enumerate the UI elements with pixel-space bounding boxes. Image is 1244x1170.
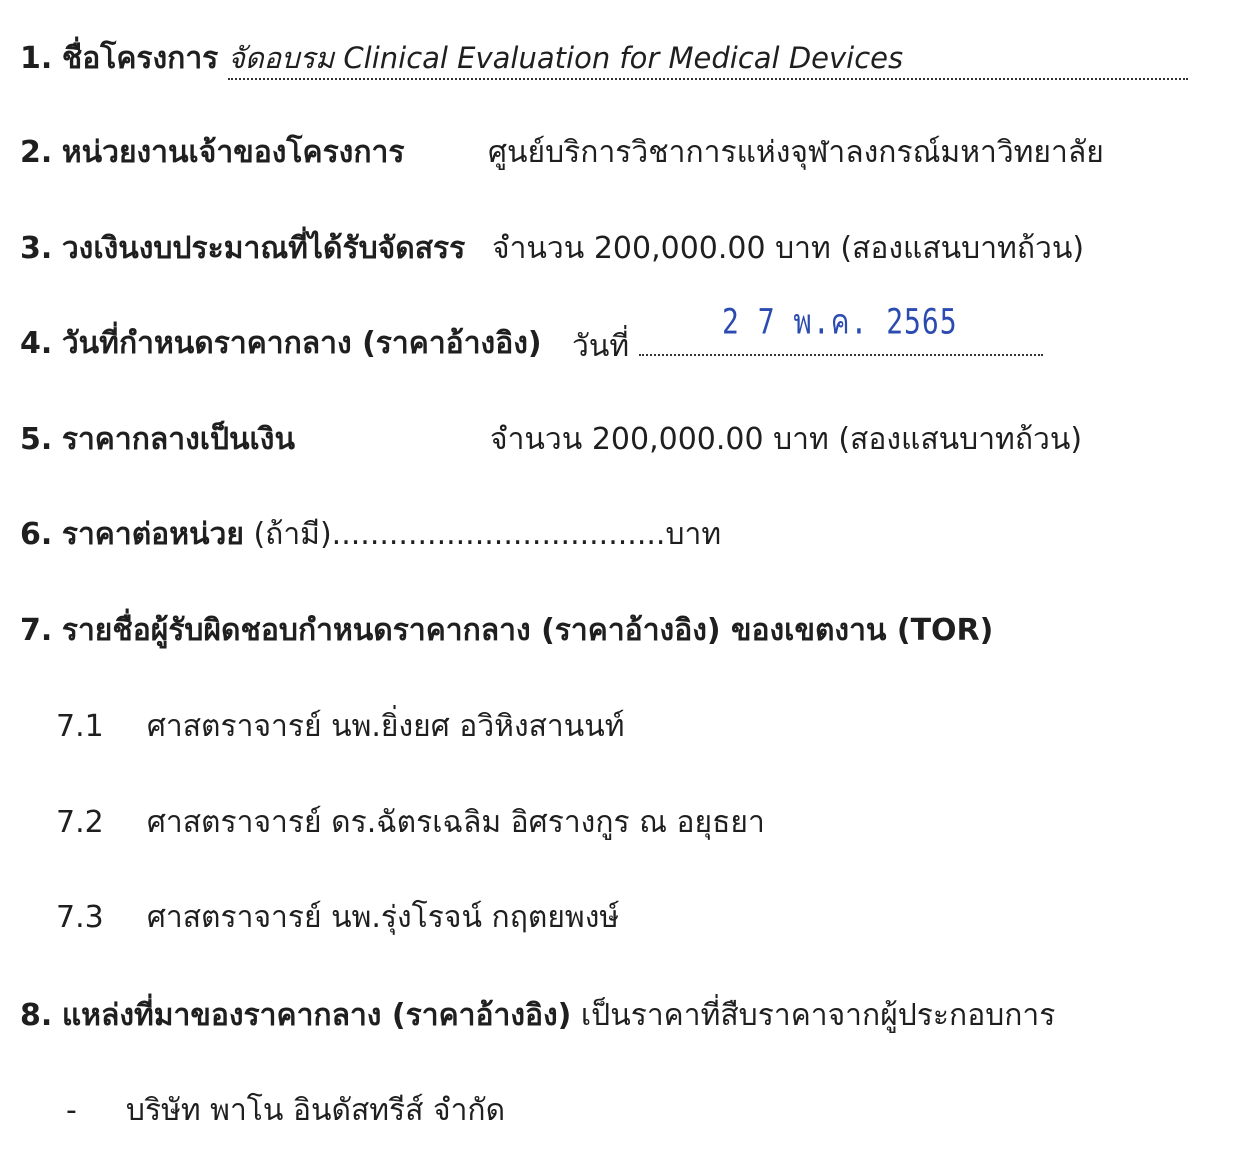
item-8-value: เป็นราคาที่สืบราคาจากผู้ประกอบการ <box>580 998 1056 1033</box>
item-2-number: 2. <box>20 135 53 170</box>
item-2-value: ศูนย์บริการวิชาการแห่งจุฬาลงกรณ์มหาวิทยาลัย <box>488 135 1104 170</box>
item-3-label: วงเงินงบประมาณที่ได้รับจัดสรร <box>61 231 466 266</box>
member-number: 7.3 <box>56 900 104 935</box>
item-7-responsible <box>20 611 993 651</box>
bullet: - <box>66 1093 77 1128</box>
item-4-number: 4. <box>20 326 53 361</box>
item-2-owner <box>20 133 404 173</box>
item-6-dots: ................................... <box>331 517 666 552</box>
item-5-value: จำนวน 200,000.00 บาท (สองแสนบาทถ้วน) <box>490 422 1083 457</box>
item-7-label: รายชื่อผู้รับผิดชอบกำหนดราคากลาง (ราคาอ้างอิง) ของเขตงาน (TOR) <box>61 613 994 648</box>
item-5-number: 5. <box>20 422 53 457</box>
item-8-label: แหล่งที่มาของราคากลาง (ราคาอ้างอิง) <box>61 998 572 1033</box>
item-4-prefix: วันที่ <box>572 329 630 364</box>
member-name: ศาสตราจารย์ ดร.ฉัตรเฉลิม อิศรางกูร ณ อยุธยา <box>146 805 765 840</box>
member-number: 7.1 <box>56 709 104 744</box>
item-1-project-name <box>20 38 1188 80</box>
item-8-number: 8. <box>20 998 53 1033</box>
item-6-label: ราคาต่อหน่วย <box>61 517 244 552</box>
member-row <box>56 707 625 747</box>
item-6-note: (ถ้ามี) <box>253 517 332 552</box>
item-5-median-price <box>20 420 295 460</box>
item-7-number: 7. <box>20 613 53 648</box>
member-row <box>56 803 765 843</box>
item-6-number: 6. <box>20 517 53 552</box>
item-3-budget <box>20 229 465 269</box>
member-name: ศาสตราจารย์ นพ.ยิ่งยศ อวิหิงสานนท์ <box>146 709 625 744</box>
item-8-price-source <box>20 996 1055 1036</box>
item-1-label: ชื่อโครงการ <box>61 41 219 76</box>
item-6-unit-price <box>20 515 721 555</box>
item-3-value: จำนวน 200,000.00 บาท (สองแสนบาทถ้วน) <box>492 231 1085 266</box>
item-2-label: หน่วยงานเจ้าของโครงการ <box>61 135 405 170</box>
source-row <box>66 1091 505 1131</box>
item-4-label: วันที่กำหนดราคากลาง (ราคาอ้างอิง) <box>61 326 542 361</box>
item-6-unit: บาท <box>665 517 722 552</box>
item-4-date <box>20 324 542 364</box>
member-number: 7.2 <box>56 805 104 840</box>
item-5-label: ราคากลางเป็นเงิน <box>61 422 295 457</box>
item-1-value: จัดอบรม Clinical Evaluation for Medical Devices <box>228 38 1188 80</box>
source-company: บริษัท พาโน อินดัสทรีส์ จำกัด <box>125 1093 506 1128</box>
item-1-number: 1. <box>20 41 53 76</box>
date-stamp: 2 7 พ.ค. 2565 <box>722 300 958 342</box>
member-name: ศาสตราจารย์ นพ.รุ่งโรจน์ กฤตยพงษ์ <box>146 900 620 935</box>
member-row <box>56 898 619 938</box>
item-3-number: 3. <box>20 231 53 266</box>
